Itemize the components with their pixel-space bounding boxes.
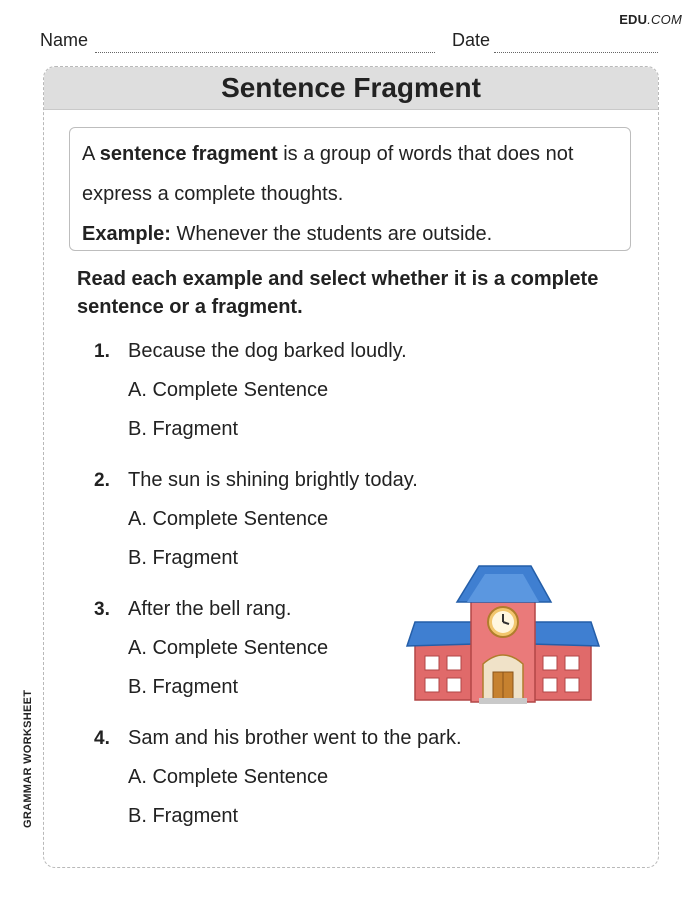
brand-bold: EDU (619, 12, 648, 27)
name-label: Name (40, 30, 89, 50)
worksheet-card (43, 66, 659, 868)
option-a[interactable]: A. Complete Sentence (128, 637, 329, 659)
question-text: Because the dog barked loudly. (128, 340, 407, 362)
question-text: The sun is shining brightly today. (128, 469, 418, 491)
question-number: 2. (94, 470, 110, 491)
question-text: Sam and his brother went to the park. (128, 727, 462, 749)
option-a[interactable]: A. Complete Sentence (128, 379, 329, 401)
name-line[interactable] (95, 52, 435, 53)
option-a[interactable]: A. Complete Sentence (128, 766, 329, 788)
question-number: 4. (94, 728, 110, 749)
date-label: Date (452, 30, 491, 50)
option-b[interactable]: B. Fragment (128, 418, 239, 440)
date-field (452, 30, 490, 51)
example-label: Example: (82, 223, 171, 245)
definition-term: sentence fragment (99, 143, 278, 165)
definition-rest: is a group of words that does not express a complete thoughts. (82, 143, 574, 205)
brand-light: .COM (647, 12, 682, 27)
example-sentence: Whenever the students are outside. (170, 223, 493, 245)
name-field (40, 30, 88, 51)
option-a[interactable]: A. Complete Sentence (128, 508, 329, 530)
brand-logo (619, 12, 682, 27)
title-bar (44, 67, 658, 110)
question-number: 3. (94, 599, 110, 620)
option-b[interactable]: B. Fragment (128, 676, 239, 698)
definition-text (82, 134, 618, 214)
page-title: Sentence Fragment (221, 72, 481, 103)
option-b[interactable]: B. Fragment (128, 805, 239, 827)
question-number: 1. (94, 341, 110, 362)
example-text (82, 214, 618, 254)
question-4 (94, 727, 494, 833)
definition-prefix: A (82, 143, 100, 165)
question-text: After the bell rang. (128, 598, 292, 620)
school-building-icon (405, 560, 601, 706)
option-b[interactable]: B. Fragment (128, 547, 239, 569)
side-label: GRAMMAR WORKSHEET (22, 689, 34, 828)
instructions: Read each example and select whether it is a complete sentence or a fragment. (77, 268, 599, 318)
definition-box (69, 127, 631, 251)
question-1 (94, 340, 494, 446)
date-line[interactable] (494, 52, 658, 53)
